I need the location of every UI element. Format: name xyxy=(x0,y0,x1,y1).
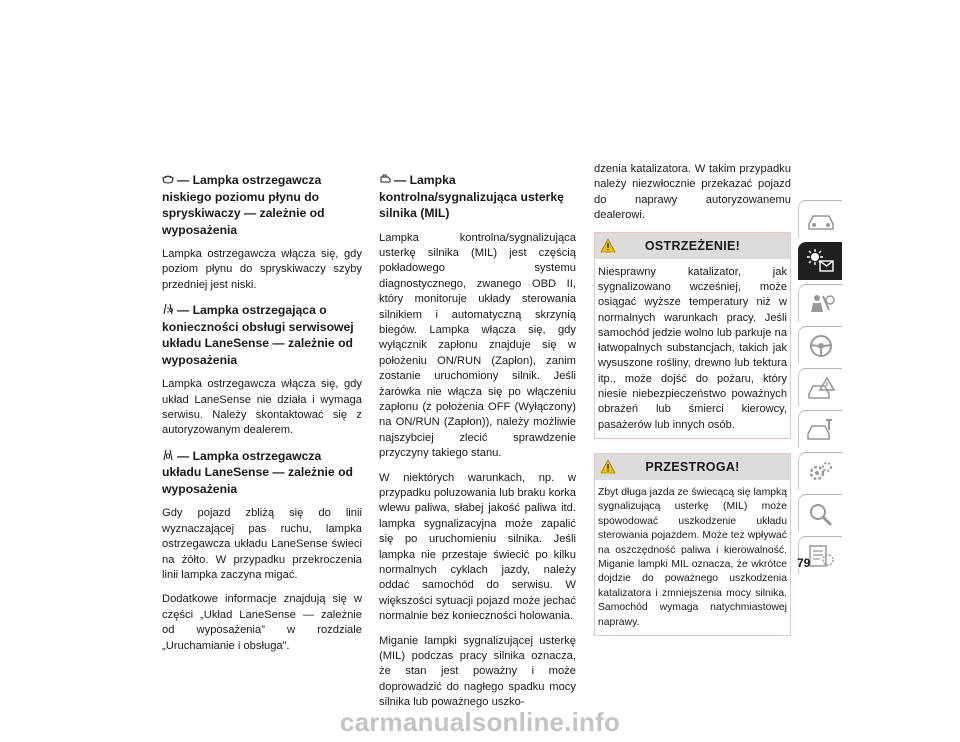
mil-text-1: Lampka kontrolna/sygnalizująca usterkę silnika (MIL) jest częścią pokładowego systemu diagnostycznego, zwanego OBD II, który monitoruje układy sterowania silnikiem i automatyczną skrzynią biegów. Lampka włącza się, gdy wyłącznik zapłonu znajduje się w położeniu ON/RUN (Zapłon), zanim zostanie uruchomiony silnik. Jeśli żarówka nie włącza się po włączeniu zapłonu (z położenia OFF (Wyłączony) na ON/RUN (Zapłon)), należy możliwie najszybciej zlecić sprawdzenie przyczyny takiego stanu. xyxy=(379,231,576,460)
lanesense-icon xyxy=(162,449,174,461)
warning-text: Niesprawny katalizator, jak sygnalizowano wcześniej, może osiągać wyższe temperatury niż w normalnych warunkach pracy. Jeśli samochód jedzie wolno lub parkuje na łatwopalnych substancjach, takich jak wysuszone rośliny, drewno lub tektura itp., może dojść do pożaru, który niesie niebezpieczeństwo poważnych obrażeń lub śmierci kierowcy, pasażerów lub innych osób. xyxy=(598,265,787,431)
column-left xyxy=(162,172,362,663)
steering-wheel-tab[interactable] xyxy=(798,326,842,364)
car-service-tab[interactable] xyxy=(798,410,842,448)
warning-box xyxy=(594,232,791,439)
column-right xyxy=(594,162,791,650)
warning-title: OSTRZEŻENIE! xyxy=(644,238,741,253)
caution-box xyxy=(594,453,791,636)
gears-tab[interactable] xyxy=(798,452,842,490)
caution-header xyxy=(595,454,790,480)
lanesense-heading: — Lampka ostrzegawcza układu LaneSense — zależnie od wyposażenia xyxy=(162,448,353,496)
washer-fluid-text: Lampka ostrzegawcza włącza się, gdy poziom płynu do spryskiwaczy szyby przedniej jest niski. xyxy=(162,248,362,291)
mil-text-3: Miganie lampki sygnalizującej usterkę (MIL) podczas pracy silnika oznacza, że stan jest poważny i może doprowadzić do nagłego spadku mocy silnika lub poważnego uszko- xyxy=(379,634,576,709)
caution-text: Zbyt długa jazda ze świecącą się lampką sygnalizującą usterkę (MIL) może spowodować uszkodzenie układu sterowania pojazdem. Może też wpływać na oszczędność paliwa i kierowalność. Miganie lampki MIL oznacza, że wkrótce dojdzie do poważnego uszkodzenia katalizatora i zmniejszenia mocy silnika. Samochód wymaga natychmiastowej naprawy. xyxy=(598,486,787,628)
page-number: 79 xyxy=(797,556,811,570)
watermark: carmanualsonline.info xyxy=(339,707,621,737)
safety-tab[interactable] xyxy=(798,284,842,322)
washer-fluid-icon xyxy=(162,173,174,185)
emergency-tab[interactable] xyxy=(798,368,842,406)
lanesense-service-text: Lampka ostrzegawcza włącza się, gdy układ LaneSense nie działa i wymaga serwisu. Należy skontaktować się z autoryzowanym dealerem. xyxy=(162,378,362,437)
dashboard-lights-tab[interactable] xyxy=(798,242,842,280)
warning-triangle-icon xyxy=(600,459,616,474)
warning-header xyxy=(595,233,790,259)
lanesense-service-heading: — Lampka ostrzegająca o konieczności obsługi serwisowej układu LaneSense — zależnie od wyposażenia xyxy=(162,303,354,367)
search-tab[interactable] xyxy=(798,494,842,532)
warning-triangle-icon xyxy=(600,238,616,253)
chapter-tabs xyxy=(798,200,843,578)
lanesense-text: Gdy pojazd zbliżą się do linii wyznaczającej pas ruchu, lampka ostrzegawcza układu LaneSense świeci na żółto. W przypadku przekroczenia linii lampka zaczyna migać. xyxy=(162,507,362,581)
engine-check-icon xyxy=(379,173,391,185)
lanesense-service-icon xyxy=(162,303,174,315)
mil-text-continued: dzenia katalizatora. W takim przypadku należy niezwłocznie przekazać pojazd do naprawy autoryzowanemu dealerowi. xyxy=(594,163,791,222)
lanesense-more-info: Dodatkowe informacje znajdują się w części „Układ LaneSense — zależnie od wyposażenia” w rozdziale „Uruchamianie i obsługa”. xyxy=(162,593,362,652)
mil-text-2: W niektórych warunkach, np. w przypadku poluzowania lub braku korka wlewu paliwa, słabej jakość paliwa itd. lampka sygnalizacyjna może zapalić się po uruchomieniu silnika. Jeśli lampka nie przestaje świecić po kilku normalnych cyklach jazdy, należy oddać samochód do serwisu. W większości sytuacji pojazd może jechać normalnie bez konieczności holowania. xyxy=(379,471,576,623)
mil-heading: — Lampka kontrolna/sygnalizująca usterkę silnika (MIL) xyxy=(379,173,564,220)
washer-fluid-heading: — Lampka ostrzegawcza niskiego poziomu płynu do spryskiwaczy — zależnie od wyposażenia xyxy=(162,173,325,237)
car-front-tab[interactable] xyxy=(798,200,842,238)
caution-title: PRZESTROGA! xyxy=(645,459,740,474)
column-middle xyxy=(379,172,576,720)
